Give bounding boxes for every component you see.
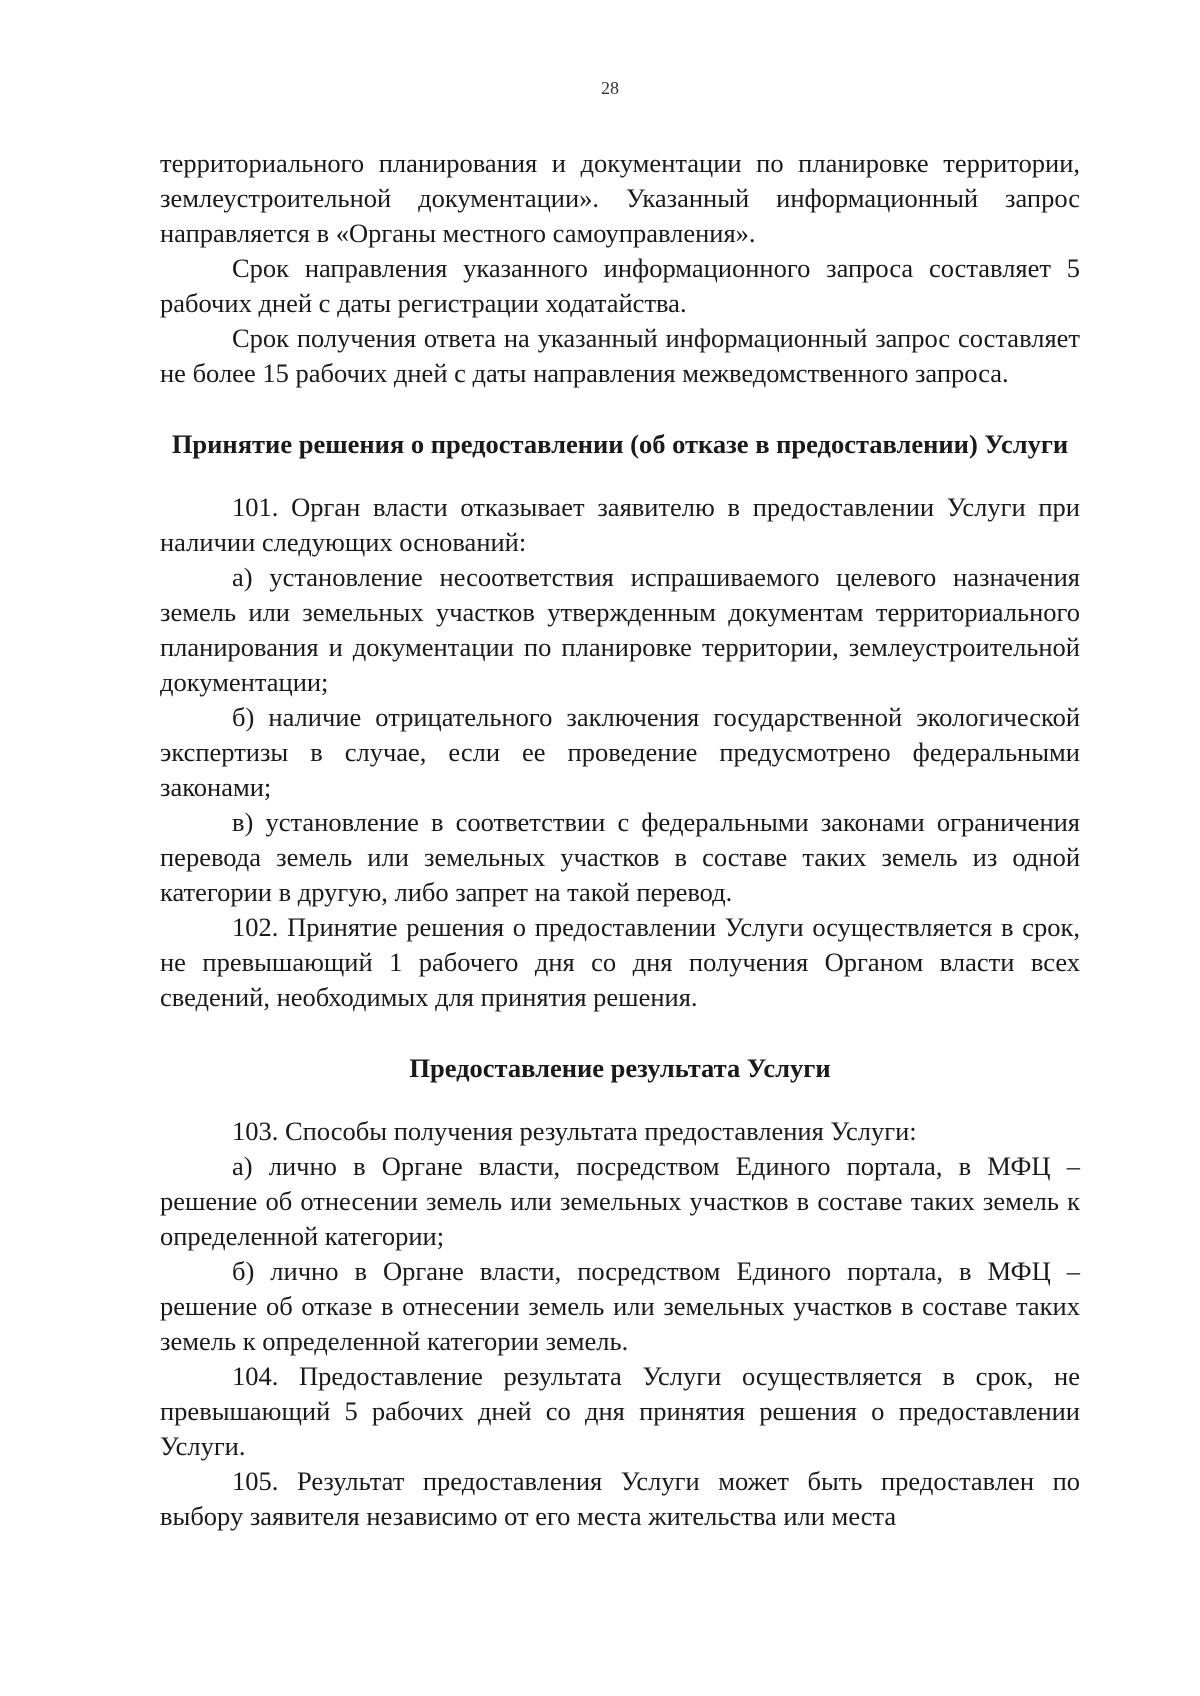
section-heading: Принятие решения о предоставлении (об отказе в предоставлении) Услуги: [171, 429, 1069, 459]
paragraph: Срок направления указанного информационного запроса составляет 5 рабочих дней с даты регистрации ходатайства.: [160, 253, 1080, 318]
paragraph: б) лично в Органе власти, посредством Единого портала, в МФЦ – решение об отказе в отнесении земель или земельных участков в составе таких земель к определенной категории земель.: [160, 1256, 1080, 1356]
paragraph: а) лично в Органе власти, посредством Единого портала, в МФЦ – решение об отнесении земель или земельных участков в составе таких земель к определенной категории;: [160, 1151, 1080, 1251]
page-number: 28: [601, 78, 619, 98]
paragraph: в) установление в соответствии с федеральными законами ограничения перевода земель или земельных участков в составе таких земель из одной категории в другую, либо запрет на такой перевод.: [160, 807, 1080, 907]
paragraph: 103. Способы получения результата предоставления Услуги:: [232, 1116, 917, 1146]
paragraph: территориального планирования и документации по планировке территории, землеустроительной документации». Указанный информационный запрос направляется в «Органы местного самоуправления».: [160, 148, 1080, 248]
paragraph: 102. Принятие решения о предоставлении Услуги осуществляется в срок, не превышающий 1 рабочего дня со дня получения Органом власти всех сведений, необходимых для принятия решения.: [160, 912, 1080, 1012]
paragraph: б) наличие отрицательного заключения государственной экологической экспертизы в случае, если ее проведение предусмотрено федеральными законами;: [160, 702, 1080, 802]
page-body: [160, 146, 1080, 1534]
section-heading: Предоставление результата Услуги: [409, 1053, 831, 1083]
paragraph: Срок получения ответа на указанный информационный запрос составляет не более 15 рабочих дней с даты направления межведомственного запроса.: [160, 323, 1080, 388]
paragraph: 105. Результат предоставления Услуги может быть предоставлен по выбору заявителя независимо от его места жительства или места: [160, 1466, 1080, 1531]
spacer: [160, 391, 1080, 427]
spacer: [160, 462, 1080, 490]
spacer: [160, 1086, 1080, 1114]
paragraph: 104. Предоставление результата Услуги осуществляется в срок, не превышающий 5 рабочих дней со дня принятия решения о предоставлении Услуги.: [160, 1361, 1080, 1461]
paragraph: 101. Орган власти отказывает заявителю в предоставлении Услуги при наличии следующих оснований:: [160, 492, 1080, 557]
spacer: [160, 1015, 1080, 1051]
paragraph: а) установление несоответствия испрашиваемого целевого назначения земель или земельных участков утвержденным документам территориального планирования и документации по планировке территории, землеустроительной документации;: [160, 562, 1080, 697]
